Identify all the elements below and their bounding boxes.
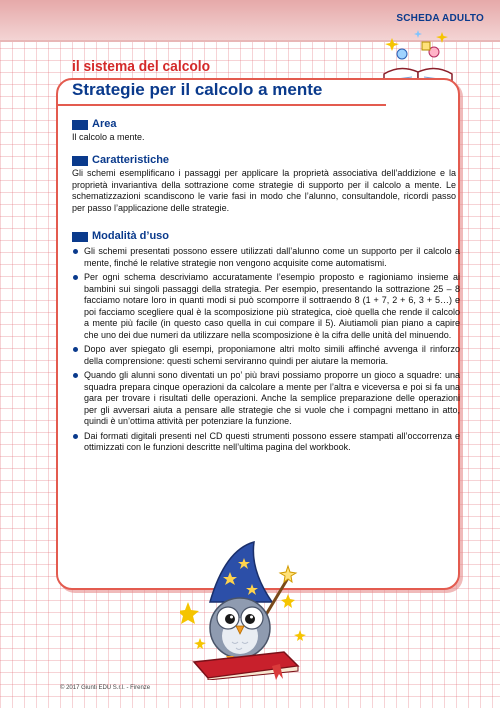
caratteristiche-text: Gli schemi esemplificano i passaggi per applicare la proprietà associativa dell’addizione e la proprietà invariantiva della sottrazione come strategie di supporto per il calcolo a mente. Le schematizzazioni scandiscono le varie fasi in modo che l’alunno, consultandole, ricordi passo per passo l’applicazione delle strategie.	[72, 168, 456, 213]
system-title: il sistema del calcolo	[72, 58, 211, 75]
list-item	[72, 344, 460, 367]
sheet-type-label: SCHEDA ADULTO	[396, 13, 484, 24]
section-title: Area	[92, 118, 117, 130]
section-marker-icon	[72, 156, 88, 166]
list-item	[72, 246, 460, 269]
bullet-icon	[73, 347, 78, 352]
area-text: Il calcolo a mente.	[72, 132, 145, 142]
list-item	[72, 431, 460, 454]
list-item-text: Quando gli alunni sono diventati un po’ più bravi possiamo proporre un gioco a squadre: una squadra prepara cinque operazioni da calcolare a mente per l’altra e viceversa e poi si fa una gara per trovare i risultati delle operazioni. Anche la semplice preparazione delle operazioni per gli avversari aiuta a pensare alle strategie che si vuole che i compagni mettano in atto, quindi è un’ottima attività per potenziare la funzione.	[84, 370, 460, 426]
list-item	[72, 272, 460, 341]
modalita-list	[72, 246, 460, 457]
list-item	[72, 370, 460, 428]
list-item-text: Dopo aver spiegato gli esempi, proponiamone altri molto simili affinché avvenga il rinforzo della comprensione: questi schemi serviranno quindi per aiutare la memoria.	[84, 344, 460, 366]
section-marker-icon	[72, 120, 88, 130]
page-title: Strategie per il calcolo a mente	[72, 80, 323, 99]
list-item-text: Per ogni schema descriviamo accuratamente l’esempio proposto e ragioniamo insieme ai bambini sui singoli passaggi della strategia. Per esempio, presentando la sottrazione 25 – 8 facciamo notare loro in quanti modi si può scomporre il sottraendo 8 (1 + 7, 2 + 6, 3 + 5…) e poi facciamo scegliere qual è la scomposizione più strategica, cioè quella che rende il calcolo a mente più facile (in questo caso quella in cui compare il 5). Aiutiamoli pian piano a capire che uno dei due numeri da utilizzare nella scomposizione è la cifra delle unità del minuendo.	[84, 272, 460, 340]
list-item-text: Gli schemi presentati possono essere utilizzati dall’alunno come un supporto per il calcolo a mente, finché le relative strategie non vengono acquisite come automatismi.	[84, 246, 460, 268]
section-marker-icon	[72, 232, 88, 242]
copyright-text: © 2017 Giunti EDU S.r.l. - Firenze	[60, 685, 151, 691]
bullet-icon	[73, 249, 78, 254]
list-item-text: Dai formati digitali presenti nel CD questi strumenti possono essere stampati all’occorrenza e ottimizzati con le funzioni descritte nell’ultima pagina del workbook.	[84, 430, 460, 452]
section-title: Caratteristiche	[92, 154, 170, 166]
bullet-icon	[73, 434, 78, 439]
section-title: Modalità d’uso	[92, 230, 169, 242]
bullet-icon	[73, 373, 78, 378]
title-divider	[56, 104, 386, 106]
bullet-icon	[73, 275, 78, 280]
wizard-owl-on-book-icon	[180, 540, 310, 680]
